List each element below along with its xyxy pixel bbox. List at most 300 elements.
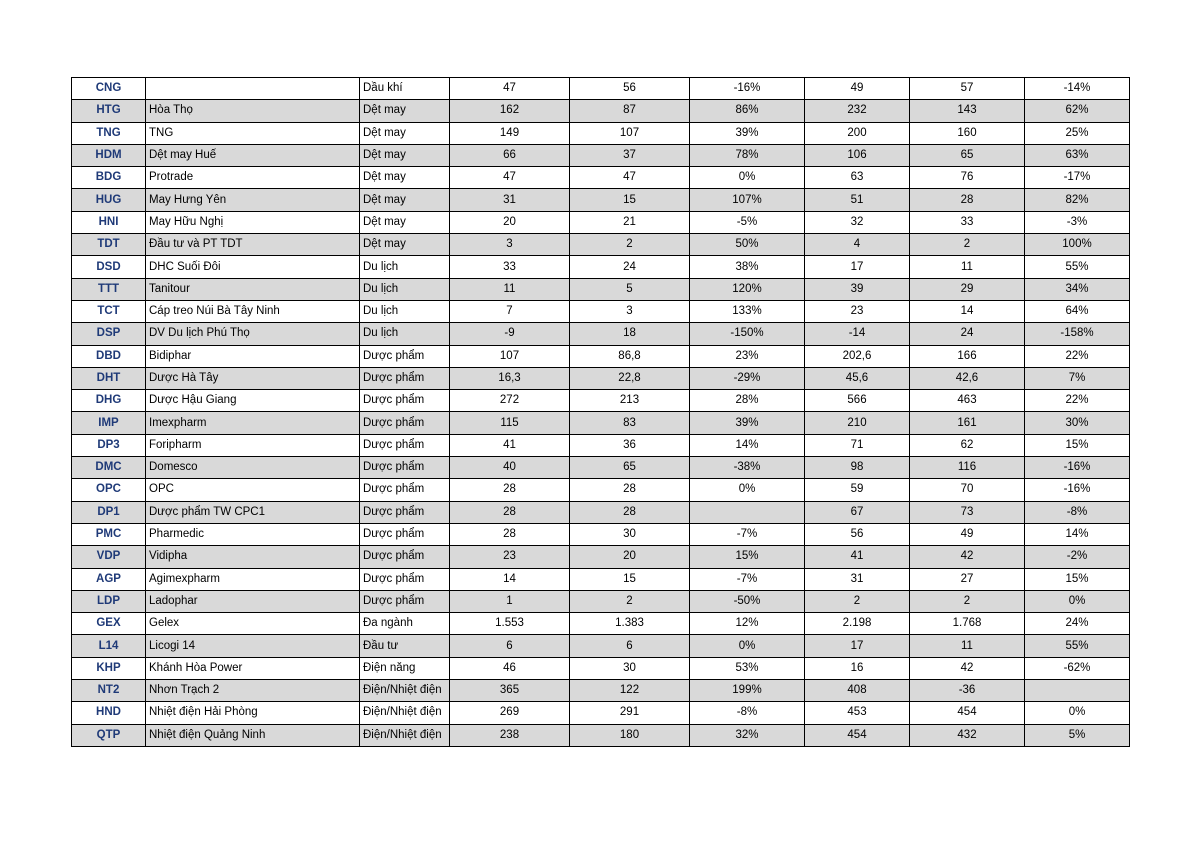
- table-body: [72, 78, 1130, 747]
- value-b-cell: 24: [570, 256, 690, 278]
- value-d-cell: 432: [910, 724, 1025, 746]
- table-row: [72, 211, 1130, 233]
- change-2-cell: 0%: [1025, 702, 1130, 724]
- change-1-cell: 0%: [690, 167, 805, 189]
- company-name-cell: Hòa Thọ: [146, 100, 360, 122]
- value-d-cell: 27: [910, 568, 1025, 590]
- ticker-cell: HUG: [72, 189, 146, 211]
- change-2-cell: 14%: [1025, 523, 1130, 545]
- sector-cell: Dược phẩm: [360, 546, 450, 568]
- value-a-cell: 269: [450, 702, 570, 724]
- value-b-cell: 20: [570, 546, 690, 568]
- value-d-cell: 160: [910, 122, 1025, 144]
- value-d-cell: 29: [910, 278, 1025, 300]
- value-c-cell: 2: [805, 590, 910, 612]
- ticker-cell: NT2: [72, 680, 146, 702]
- value-c-cell: 232: [805, 100, 910, 122]
- sector-cell: Dệt may: [360, 211, 450, 233]
- change-2-cell: -2%: [1025, 546, 1130, 568]
- value-c-cell: 51: [805, 189, 910, 211]
- sector-cell: Dược phẩm: [360, 390, 450, 412]
- value-c-cell: 16: [805, 657, 910, 679]
- value-b-cell: 2: [570, 590, 690, 612]
- change-1-cell: -5%: [690, 211, 805, 233]
- change-1-cell: -38%: [690, 457, 805, 479]
- value-a-cell: 1: [450, 590, 570, 612]
- change-1-cell: -150%: [690, 323, 805, 345]
- change-2-cell: 63%: [1025, 144, 1130, 166]
- change-1-cell: -7%: [690, 523, 805, 545]
- value-c-cell: 63: [805, 167, 910, 189]
- value-c-cell: 49: [805, 78, 910, 100]
- change-2-cell: -16%: [1025, 457, 1130, 479]
- change-2-cell: 34%: [1025, 278, 1130, 300]
- value-a-cell: 162: [450, 100, 570, 122]
- company-name-cell: Imexpharm: [146, 412, 360, 434]
- value-a-cell: 272: [450, 390, 570, 412]
- table-row: [72, 635, 1130, 657]
- company-name-cell: Khánh Hòa Power: [146, 657, 360, 679]
- change-1-cell: 199%: [690, 680, 805, 702]
- value-b-cell: 5: [570, 278, 690, 300]
- sector-cell: Đa ngành: [360, 613, 450, 635]
- table-row: [72, 234, 1130, 256]
- value-c-cell: 210: [805, 412, 910, 434]
- company-name-cell: Gelex: [146, 613, 360, 635]
- table-row: [72, 412, 1130, 434]
- sector-cell: Dệt may: [360, 100, 450, 122]
- value-a-cell: 31: [450, 189, 570, 211]
- change-2-cell: -17%: [1025, 167, 1130, 189]
- value-c-cell: 106: [805, 144, 910, 166]
- earnings-table: [71, 77, 1130, 747]
- change-2-cell: -8%: [1025, 501, 1130, 523]
- value-d-cell: 73: [910, 501, 1025, 523]
- change-1-cell: 50%: [690, 234, 805, 256]
- change-1-cell: -16%: [690, 78, 805, 100]
- sector-cell: Du lịch: [360, 323, 450, 345]
- sector-cell: Dệt may: [360, 167, 450, 189]
- change-1-cell: -7%: [690, 568, 805, 590]
- change-2-cell: 25%: [1025, 122, 1130, 144]
- value-a-cell: 28: [450, 479, 570, 501]
- value-a-cell: 11: [450, 278, 570, 300]
- table-row: [72, 724, 1130, 746]
- ticker-cell: L14: [72, 635, 146, 657]
- value-b-cell: 291: [570, 702, 690, 724]
- value-c-cell: 17: [805, 635, 910, 657]
- value-b-cell: 22,8: [570, 367, 690, 389]
- value-b-cell: 213: [570, 390, 690, 412]
- company-name-cell: Domesco: [146, 457, 360, 479]
- value-b-cell: 28: [570, 479, 690, 501]
- value-c-cell: 202,6: [805, 345, 910, 367]
- change-2-cell: 100%: [1025, 234, 1130, 256]
- value-d-cell: 42: [910, 657, 1025, 679]
- value-a-cell: 6: [450, 635, 570, 657]
- ticker-cell: TDT: [72, 234, 146, 256]
- value-b-cell: 6: [570, 635, 690, 657]
- sector-cell: Dệt may: [360, 234, 450, 256]
- value-d-cell: 166: [910, 345, 1025, 367]
- change-2-cell: 7%: [1025, 367, 1130, 389]
- table-row: [72, 278, 1130, 300]
- company-name-cell: Dược phẩm TW CPC1: [146, 501, 360, 523]
- sector-cell: Du lịch: [360, 300, 450, 322]
- value-a-cell: 107: [450, 345, 570, 367]
- value-c-cell: 45,6: [805, 367, 910, 389]
- ticker-cell: DBD: [72, 345, 146, 367]
- value-c-cell: 23: [805, 300, 910, 322]
- company-name-cell: Nhiệt điện Hải Phòng: [146, 702, 360, 724]
- change-1-cell: 120%: [690, 278, 805, 300]
- change-1-cell: -29%: [690, 367, 805, 389]
- value-a-cell: 47: [450, 167, 570, 189]
- sector-cell: Điện/Nhiệt điện: [360, 724, 450, 746]
- change-2-cell: 64%: [1025, 300, 1130, 322]
- value-d-cell: 2: [910, 590, 1025, 612]
- change-2-cell: [1025, 680, 1130, 702]
- change-2-cell: -158%: [1025, 323, 1130, 345]
- sector-cell: Dược phẩm: [360, 479, 450, 501]
- company-name-cell: DV Du lịch Phú Thọ: [146, 323, 360, 345]
- change-1-cell: 39%: [690, 412, 805, 434]
- table-row: [72, 367, 1130, 389]
- change-1-cell: 78%: [690, 144, 805, 166]
- value-a-cell: 47: [450, 78, 570, 100]
- ticker-cell: PMC: [72, 523, 146, 545]
- value-d-cell: 62: [910, 434, 1025, 456]
- value-a-cell: 3: [450, 234, 570, 256]
- table-row: [72, 680, 1130, 702]
- change-1-cell: 133%: [690, 300, 805, 322]
- value-a-cell: 115: [450, 412, 570, 434]
- table-row: [72, 702, 1130, 724]
- value-a-cell: 41: [450, 434, 570, 456]
- change-2-cell: 0%: [1025, 590, 1130, 612]
- ticker-cell: TCT: [72, 300, 146, 322]
- value-a-cell: 33: [450, 256, 570, 278]
- table-row: [72, 546, 1130, 568]
- value-b-cell: 180: [570, 724, 690, 746]
- company-name-cell: Foripharm: [146, 434, 360, 456]
- change-1-cell: -8%: [690, 702, 805, 724]
- sector-cell: Dược phẩm: [360, 523, 450, 545]
- value-c-cell: 454: [805, 724, 910, 746]
- sector-cell: Dược phẩm: [360, 367, 450, 389]
- value-b-cell: 47: [570, 167, 690, 189]
- value-c-cell: 39: [805, 278, 910, 300]
- table-row: [72, 144, 1130, 166]
- company-name-cell: Nhiệt điện Quảng Ninh: [146, 724, 360, 746]
- change-1-cell: [690, 501, 805, 523]
- value-a-cell: 28: [450, 523, 570, 545]
- change-1-cell: 107%: [690, 189, 805, 211]
- ticker-cell: DMC: [72, 457, 146, 479]
- value-a-cell: 16,3: [450, 367, 570, 389]
- table-row: [72, 523, 1130, 545]
- value-b-cell: 1.383: [570, 613, 690, 635]
- change-2-cell: 55%: [1025, 635, 1130, 657]
- sector-cell: Điện/Nhiệt điện: [360, 702, 450, 724]
- ticker-cell: TTT: [72, 278, 146, 300]
- change-2-cell: 15%: [1025, 434, 1130, 456]
- table-row: [72, 613, 1130, 635]
- sector-cell: Đầu tư: [360, 635, 450, 657]
- change-2-cell: 5%: [1025, 724, 1130, 746]
- change-1-cell: 38%: [690, 256, 805, 278]
- change-1-cell: 53%: [690, 657, 805, 679]
- value-b-cell: 83: [570, 412, 690, 434]
- table-row: [72, 167, 1130, 189]
- table-row: [72, 100, 1130, 122]
- table-row: [72, 256, 1130, 278]
- company-name-cell: May Hưng Yên: [146, 189, 360, 211]
- table-row: [72, 479, 1130, 501]
- value-d-cell: 14: [910, 300, 1025, 322]
- ticker-cell: VDP: [72, 546, 146, 568]
- change-2-cell: 22%: [1025, 345, 1130, 367]
- value-c-cell: 56: [805, 523, 910, 545]
- value-d-cell: 161: [910, 412, 1025, 434]
- table-row: [72, 434, 1130, 456]
- change-2-cell: 15%: [1025, 568, 1130, 590]
- value-d-cell: 11: [910, 635, 1025, 657]
- value-b-cell: 15: [570, 189, 690, 211]
- ticker-cell: HND: [72, 702, 146, 724]
- change-2-cell: -14%: [1025, 78, 1130, 100]
- value-a-cell: 365: [450, 680, 570, 702]
- value-c-cell: 67: [805, 501, 910, 523]
- value-b-cell: 36: [570, 434, 690, 456]
- value-b-cell: 30: [570, 523, 690, 545]
- company-name-cell: Đầu tư và PT TDT: [146, 234, 360, 256]
- sector-cell: Dệt may: [360, 144, 450, 166]
- value-c-cell: 17: [805, 256, 910, 278]
- value-b-cell: 2: [570, 234, 690, 256]
- value-d-cell: 2: [910, 234, 1025, 256]
- value-c-cell: 2.198: [805, 613, 910, 635]
- sector-cell: Dược phẩm: [360, 434, 450, 456]
- company-name-cell: Agimexpharm: [146, 568, 360, 590]
- value-d-cell: 42: [910, 546, 1025, 568]
- change-1-cell: 86%: [690, 100, 805, 122]
- sector-cell: Điện/Nhiệt điện: [360, 680, 450, 702]
- value-d-cell: 11: [910, 256, 1025, 278]
- value-b-cell: 107: [570, 122, 690, 144]
- value-a-cell: -9: [450, 323, 570, 345]
- company-name-cell: Ladophar: [146, 590, 360, 612]
- table-row: [72, 568, 1130, 590]
- table-row: [72, 457, 1130, 479]
- change-1-cell: 32%: [690, 724, 805, 746]
- company-name-cell: Vidipha: [146, 546, 360, 568]
- value-b-cell: 28: [570, 501, 690, 523]
- sector-cell: Dược phẩm: [360, 590, 450, 612]
- table-row: [72, 122, 1130, 144]
- ticker-cell: DSD: [72, 256, 146, 278]
- value-d-cell: 33: [910, 211, 1025, 233]
- table-row: [72, 78, 1130, 100]
- company-name-cell: Protrade: [146, 167, 360, 189]
- value-d-cell: 24: [910, 323, 1025, 345]
- value-c-cell: 566: [805, 390, 910, 412]
- sector-cell: Điện năng: [360, 657, 450, 679]
- value-b-cell: 18: [570, 323, 690, 345]
- ticker-cell: OPC: [72, 479, 146, 501]
- value-d-cell: 463: [910, 390, 1025, 412]
- value-a-cell: 66: [450, 144, 570, 166]
- change-2-cell: 82%: [1025, 189, 1130, 211]
- company-name-cell: [146, 78, 360, 100]
- sector-cell: Dược phẩm: [360, 501, 450, 523]
- change-2-cell: 62%: [1025, 100, 1130, 122]
- value-a-cell: 1.553: [450, 613, 570, 635]
- ticker-cell: LDP: [72, 590, 146, 612]
- ticker-cell: QTP: [72, 724, 146, 746]
- change-2-cell: -62%: [1025, 657, 1130, 679]
- company-name-cell: Dược Hậu Giang: [146, 390, 360, 412]
- value-a-cell: 20: [450, 211, 570, 233]
- sector-cell: Dược phẩm: [360, 345, 450, 367]
- company-name-cell: DHC Suối Đôi: [146, 256, 360, 278]
- table-row: [72, 189, 1130, 211]
- value-b-cell: 86,8: [570, 345, 690, 367]
- change-1-cell: 28%: [690, 390, 805, 412]
- sector-cell: Dược phẩm: [360, 568, 450, 590]
- company-name-cell: TNG: [146, 122, 360, 144]
- value-d-cell: -36: [910, 680, 1025, 702]
- company-name-cell: Dược Hà Tây: [146, 367, 360, 389]
- table-row: [72, 657, 1130, 679]
- sector-cell: Dược phẩm: [360, 457, 450, 479]
- company-name-cell: Bidiphar: [146, 345, 360, 367]
- value-a-cell: 7: [450, 300, 570, 322]
- value-d-cell: 57: [910, 78, 1025, 100]
- value-a-cell: 46: [450, 657, 570, 679]
- ticker-cell: AGP: [72, 568, 146, 590]
- change-2-cell: -16%: [1025, 479, 1130, 501]
- value-a-cell: 40: [450, 457, 570, 479]
- company-name-cell: OPC: [146, 479, 360, 501]
- value-a-cell: 14: [450, 568, 570, 590]
- ticker-cell: HNI: [72, 211, 146, 233]
- company-name-cell: Licogi 14: [146, 635, 360, 657]
- change-1-cell: 23%: [690, 345, 805, 367]
- ticker-cell: DHG: [72, 390, 146, 412]
- value-d-cell: 116: [910, 457, 1025, 479]
- value-d-cell: 76: [910, 167, 1025, 189]
- sector-cell: Dệt may: [360, 122, 450, 144]
- value-b-cell: 37: [570, 144, 690, 166]
- value-d-cell: 454: [910, 702, 1025, 724]
- value-d-cell: 70: [910, 479, 1025, 501]
- company-name-cell: Tanitour: [146, 278, 360, 300]
- table-row: [72, 345, 1130, 367]
- value-a-cell: 23: [450, 546, 570, 568]
- table-row: [72, 590, 1130, 612]
- change-2-cell: 55%: [1025, 256, 1130, 278]
- value-c-cell: 31: [805, 568, 910, 590]
- value-c-cell: 32: [805, 211, 910, 233]
- ticker-cell: DSP: [72, 323, 146, 345]
- sector-cell: Dệt may: [360, 189, 450, 211]
- ticker-cell: DP1: [72, 501, 146, 523]
- value-b-cell: 15: [570, 568, 690, 590]
- company-name-cell: Pharmedic: [146, 523, 360, 545]
- change-2-cell: 22%: [1025, 390, 1130, 412]
- value-b-cell: 87: [570, 100, 690, 122]
- value-c-cell: 200: [805, 122, 910, 144]
- ticker-cell: DHT: [72, 367, 146, 389]
- company-name-cell: Cáp treo Núi Bà Tây Ninh: [146, 300, 360, 322]
- value-c-cell: 98: [805, 457, 910, 479]
- value-c-cell: 4: [805, 234, 910, 256]
- value-d-cell: 143: [910, 100, 1025, 122]
- value-b-cell: 3: [570, 300, 690, 322]
- value-c-cell: 453: [805, 702, 910, 724]
- value-a-cell: 28: [450, 501, 570, 523]
- ticker-cell: HDM: [72, 144, 146, 166]
- sector-cell: Du lịch: [360, 256, 450, 278]
- value-d-cell: 42,6: [910, 367, 1025, 389]
- value-b-cell: 56: [570, 78, 690, 100]
- change-1-cell: 15%: [690, 546, 805, 568]
- change-1-cell: 39%: [690, 122, 805, 144]
- ticker-cell: GEX: [72, 613, 146, 635]
- value-d-cell: 1.768: [910, 613, 1025, 635]
- ticker-cell: IMP: [72, 412, 146, 434]
- sector-cell: Du lịch: [360, 278, 450, 300]
- ticker-cell: DP3: [72, 434, 146, 456]
- value-c-cell: 59: [805, 479, 910, 501]
- change-2-cell: -3%: [1025, 211, 1130, 233]
- ticker-cell: HTG: [72, 100, 146, 122]
- value-a-cell: 238: [450, 724, 570, 746]
- ticker-cell: TNG: [72, 122, 146, 144]
- company-name-cell: May Hữu Nghị: [146, 211, 360, 233]
- change-1-cell: 0%: [690, 479, 805, 501]
- value-d-cell: 49: [910, 523, 1025, 545]
- value-c-cell: 41: [805, 546, 910, 568]
- table-row: [72, 323, 1130, 345]
- ticker-cell: BDG: [72, 167, 146, 189]
- change-1-cell: 12%: [690, 613, 805, 635]
- table-row: [72, 300, 1130, 322]
- value-c-cell: 71: [805, 434, 910, 456]
- ticker-cell: CNG: [72, 78, 146, 100]
- company-name-cell: Dệt may Huế: [146, 144, 360, 166]
- value-d-cell: 65: [910, 144, 1025, 166]
- value-d-cell: 28: [910, 189, 1025, 211]
- value-b-cell: 122: [570, 680, 690, 702]
- change-1-cell: -50%: [690, 590, 805, 612]
- change-2-cell: 30%: [1025, 412, 1130, 434]
- sector-cell: Dược phẩm: [360, 412, 450, 434]
- value-c-cell: 408: [805, 680, 910, 702]
- company-name-cell: Nhơn Trạch 2: [146, 680, 360, 702]
- value-b-cell: 65: [570, 457, 690, 479]
- change-1-cell: 0%: [690, 635, 805, 657]
- table-row: [72, 501, 1130, 523]
- value-b-cell: 30: [570, 657, 690, 679]
- ticker-cell: KHP: [72, 657, 146, 679]
- value-a-cell: 149: [450, 122, 570, 144]
- value-c-cell: -14: [805, 323, 910, 345]
- value-b-cell: 21: [570, 211, 690, 233]
- sector-cell: Dầu khí: [360, 78, 450, 100]
- change-1-cell: 14%: [690, 434, 805, 456]
